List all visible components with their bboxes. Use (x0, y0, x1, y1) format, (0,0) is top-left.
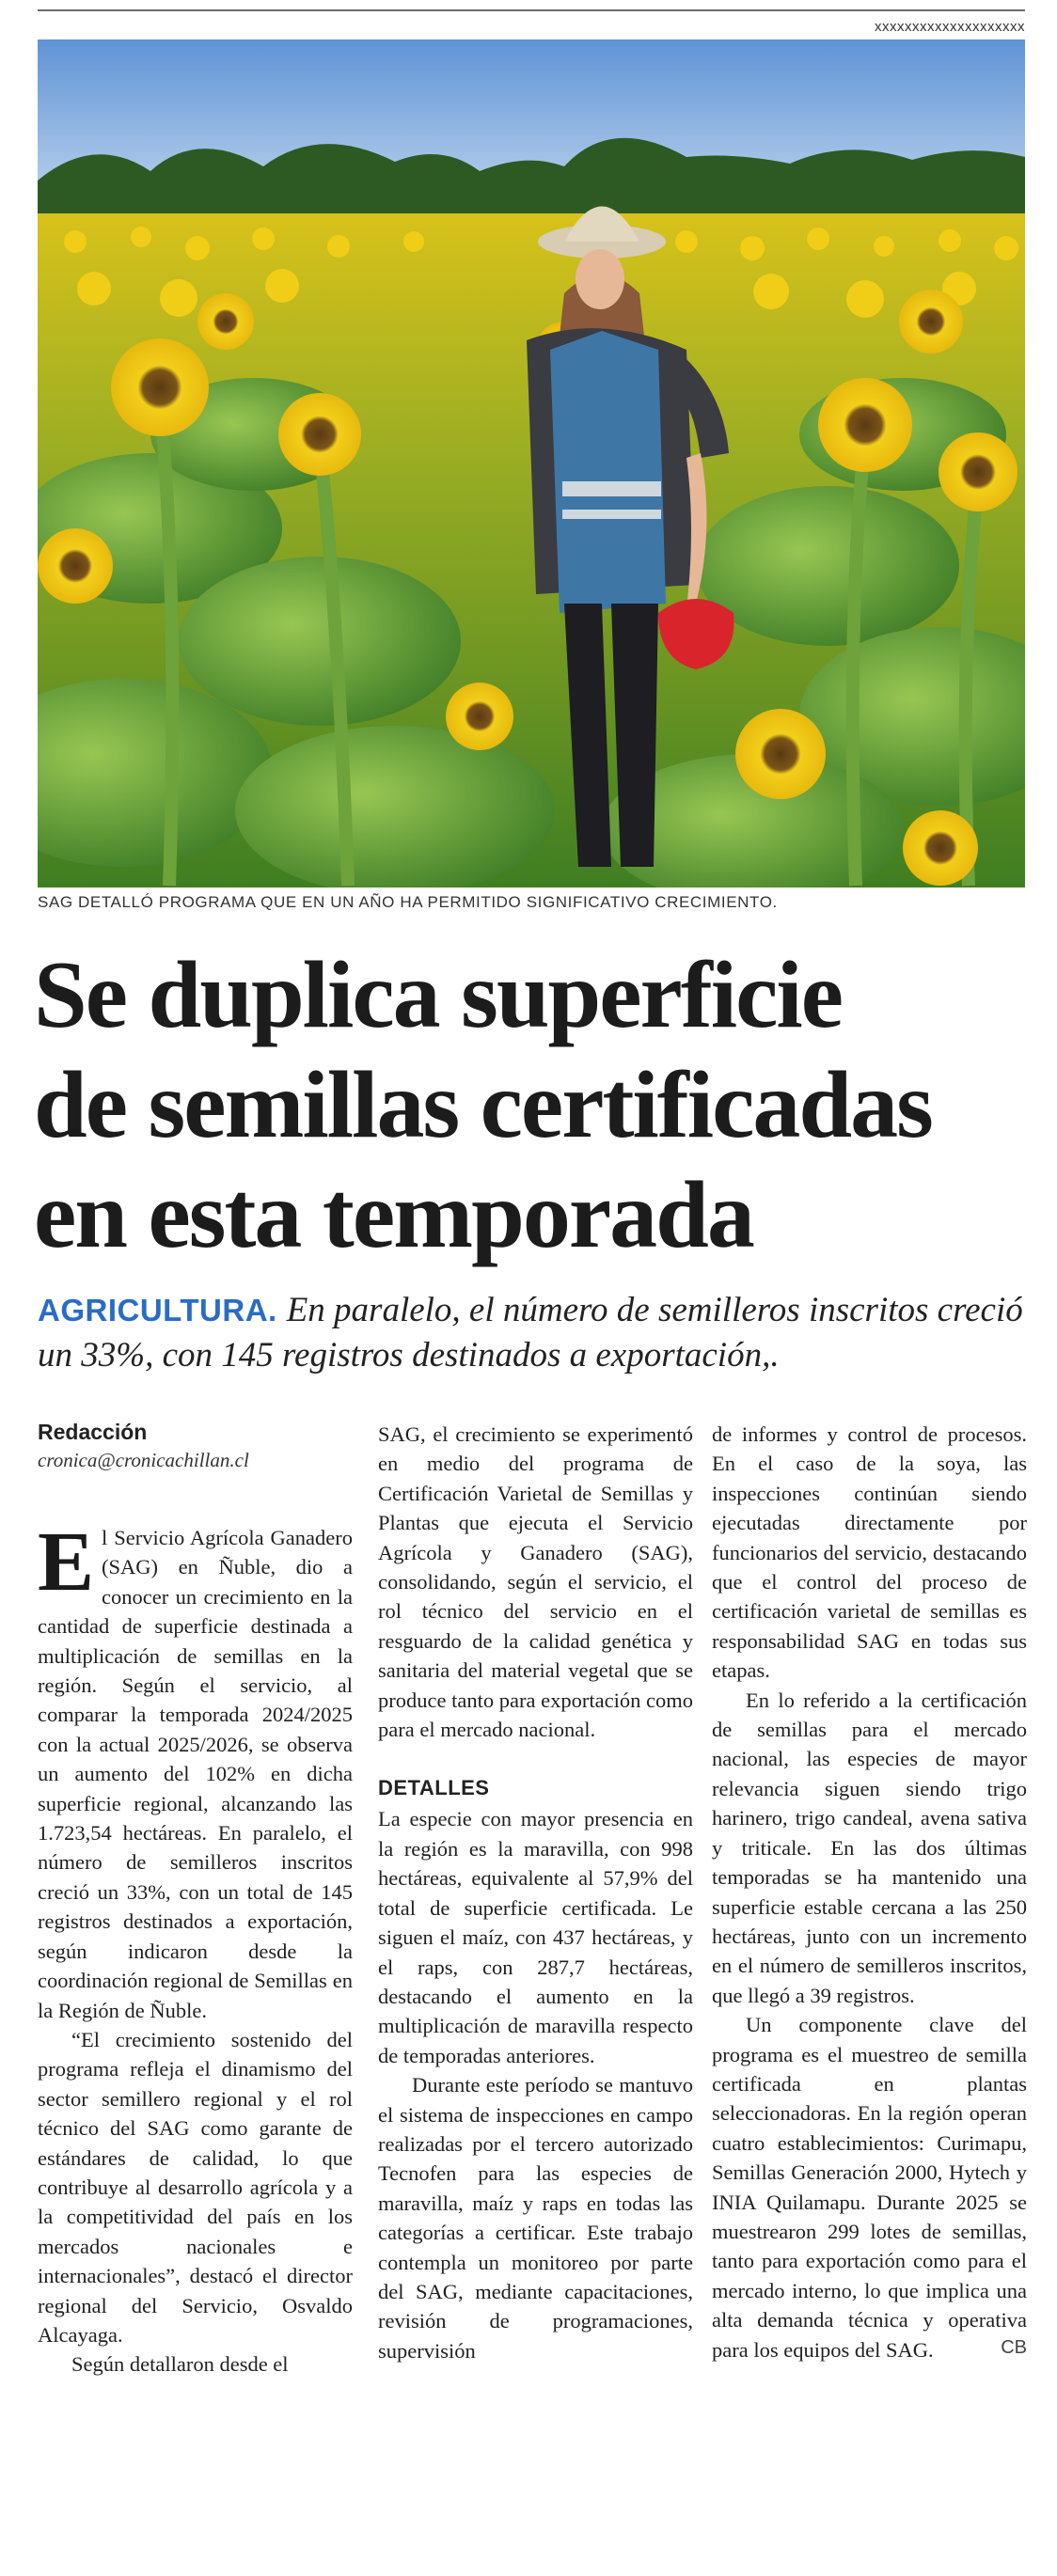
body-paragraph: La especie con mayor presencia en la región es la maravilla, con 998 hectáreas, equivalente al 57,9% del total de superficie certificada. Le siguen el maíz, con 437 hectáreas, y el raps, con 287,7 hectáreas, destacando el aumento en la multiplicación de maravilla respecto de temporadas anteriores. (378, 1807, 693, 2067)
section-heading: DETALLES (378, 1776, 490, 1800)
top-rule (38, 9, 1025, 11)
body-paragraph: SAG, el crecimiento se experimentó en medio del programa de Certificación Varietal de Semillas y Plantas que ejecuta el Servicio Agrícola y Ganadero (SAG), consolidando, según el servicio, el rol técnico del servicio en el resguardo de la calidad genética y sanitaria del material vegetal que se produce tanto para exportación como para el mercado nacional. (378, 1422, 693, 1742)
sunflower-field-photo (38, 39, 1025, 887)
drop-cap: E (38, 1516, 95, 1609)
lead-text: En paralelo, el número de semilleros inscritos creció un 33%, con 145 registros destinados a exportación,. (38, 1291, 1023, 1374)
body-paragraph: Un componente clave del programa es el muestreo de semilla certificada en plantas seleccionadoras. En la región operan cuatro establecimientos: Curimapu, Semillas Generación 2000, Hytech y INIA Quilamapu. Durante 2025 se muestrearon 299 lotes de semillas, tanto para exportación como para el mercado interno, lo que implica una alta demanda técnica y operativa para los equipos del SAG. CB (712, 2013, 1027, 2362)
body-paragraph: Durante este período se mantuvo el sistema de inspecciones en campo realizadas por el tercero autorizado Tecnofen para las especies de maravilla, maíz y raps en todas las categorías a certificar. Este trabajo contempla un monitoreo por parte del SAG, mediante capacitaciones, revisión de programaciones, supervisión (378, 2073, 693, 2363)
headline-line-3: en esta temporada (34, 1162, 753, 1268)
photo-caption: SAG DETALLÓ PROGRAMA QUE EN UN AÑO HA PERMITIDO SIGNIFICATIVO CRECIMIENTO. (38, 893, 778, 911)
column-3 (712, 1420, 1027, 2364)
page-code: xxxxxxxxxxxxxxxxxxxx (875, 19, 1025, 35)
body-paragraph: Según detallaron desde el (71, 2352, 289, 2377)
byline-author: Redacción (38, 1420, 148, 1444)
lead-paragraph (38, 1288, 1025, 1378)
byline-email[interactable]: cronica@cronicachillan.cl (38, 1449, 249, 1471)
headline-line-1: Se duplica superficie (34, 942, 843, 1048)
section-tag: AGRICULTURA. (38, 1293, 277, 1327)
column-1 (38, 1420, 353, 2380)
end-mark: CB (1001, 2336, 1027, 2358)
headline (34, 940, 1040, 1270)
column-2 (378, 1420, 693, 2365)
body-paragraph: En lo referido a la certificación de semillas para el mercado nacional, las especies de mayor relevancia siguen siendo trigo harinero, trigo candeal, avena sativa y triticale. En las dos últimas temporadas se ha mantenido una superficie estable cercana a las 250 hectáreas, junto con un incremento en el número de semilleros inscritos, que llegó a 39 registros. (712, 1688, 1027, 2007)
headline-line-2: de semillas certificadas (34, 1052, 932, 1158)
article-photo (38, 39, 1025, 887)
body-paragraph: El Servicio Agrícola Ganadero (SAG) en Ñuble, dio a conocer un crecimiento en la cantidad de superficie destinada a multiplicación de semillas en la región. Según el servicio, al comparar la temporada 2024/2025 con la actual 2025/2026, se observa un aumento del 102% en dicha superficie regional, alcanzando las 1.723,54 hectáreas. En paralelo, el número de semilleros inscritos creció un 33%, con un total de 145 registros destinados a exportación, según indicaron desde la coordinación regional de Semillas en la Región de Ñuble. (38, 1516, 353, 2022)
body-paragraph: de informes y control de procesos. En el caso de la soya, las inspecciones continúan siendo ejecutadas directamente por funcionarios del servicio, destacando que el control del proceso de certificación varietal de semillas es responsabilidad SAG en todas sus etapas. (712, 1422, 1027, 1683)
body-paragraph: “El crecimiento sostenido del programa refleja el dinamismo del sector semillero regional y el rol técnico del SAG como garante de estándares de calidad, lo que contribuye al desarrollo agrícola y a la competitividad del país en los mercados nacionales e internacionales”, destacó el director regional del Servicio, Osvaldo Alcayaga. (38, 2027, 353, 2347)
